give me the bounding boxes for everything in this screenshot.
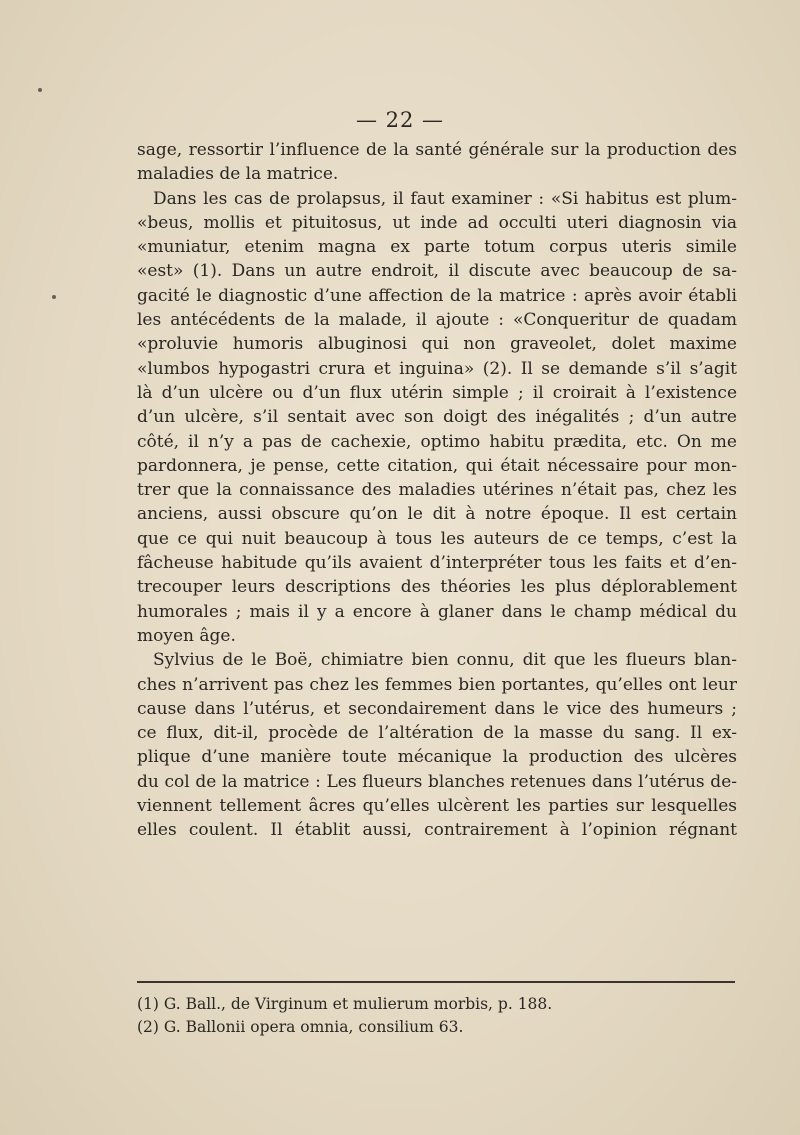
text-line: plique d’une manière toute mécanique la production des ulcères bbox=[137, 747, 737, 768]
text-line: «proluvie humoris albuginosi qui non graveolet, dolet maxime bbox=[137, 334, 737, 355]
text-line: là d’un ulcère ou d’un flux utérin simple ; il croirait à l’existence bbox=[137, 382, 737, 403]
text-line: sage, ressortir l’influence de la santé générale sur la production des bbox=[137, 140, 737, 160]
text-line: «lumbos hypogastri crura et inguina» (2). Il se demande s’il s’agit bbox=[137, 358, 737, 379]
text-line: gacité le diagnostic d’une affection de la matrice : après avoir établi bbox=[137, 285, 737, 306]
text-line: pardonnera, je pense, cette citation, qui était nécessaire pour mon- bbox=[137, 455, 737, 476]
text-line: fâcheuse habitude qu’ils avaient d’interpréter tous les faits et d’en- bbox=[137, 553, 737, 574]
footnote-divider bbox=[137, 981, 735, 983]
text-line: du col de la matrice : Les flueurs blanches retenues dans l’utérus de- bbox=[137, 771, 737, 792]
text-line: Dans les cas de prolapsus, il faut examiner : «Si habitus est plum- bbox=[153, 188, 737, 209]
text-line: Sylvius de le Boë, chimiatre bien connu, dit que les flueurs blan- bbox=[153, 650, 737, 671]
text-line: cause dans l’utérus, et secondairement dans le vice des humeurs ; bbox=[137, 698, 737, 719]
paper-speck bbox=[38, 88, 42, 92]
text-line: viennent tellement âcres qu’elles ulcèrent les parties sur lesquelles bbox=[137, 796, 737, 817]
paper-speck bbox=[52, 295, 56, 299]
text-line: trer que la connaissance des maladies utérines n’était pas, chez les bbox=[137, 480, 737, 501]
text-line: ce flux, dit-il, procède de l’altération de la masse du sang. Il ex- bbox=[137, 723, 737, 744]
text-line: «est» (1). Dans un autre endroit, il discute avec beaucoup de sa- bbox=[137, 261, 737, 282]
text-line: «beus, mollis et pituitosus, ut inde ad occulti uteri diagnosin via bbox=[137, 212, 737, 233]
text-line: ches n’arrivent pas chez les femmes bien portantes, qu’elles ont leur bbox=[137, 674, 737, 695]
text-line: maladies de la matrice. bbox=[137, 164, 339, 185]
text-line: que ce qui nuit beaucoup à tous les auteurs de ce temps, c’est la bbox=[137, 528, 737, 549]
text-line: humorales ; mais il y a encore à glaner dans le champ médical du bbox=[137, 601, 737, 622]
text-line: moyen âge. bbox=[137, 625, 236, 646]
body-text bbox=[137, 138, 737, 843]
text-line: d’un ulcère, s’il sentait avec son doigt des inégalités ; d’un autre bbox=[137, 407, 737, 428]
text-line: côté, il n’y a pas de cachexie, optimo habitu prædita, etc. On me bbox=[137, 431, 737, 452]
text-line: anciens, aussi obscure qu’on le dit à notre époque. Il est certain bbox=[137, 504, 737, 525]
text-line: elles coulent. Il établit aussi, contrairement à l’opinion régnant bbox=[137, 820, 737, 841]
page-number: — 22 — bbox=[355, 108, 445, 132]
footnote-2: (2) G. Ballonii opera omnia, consilium 63. bbox=[137, 1018, 464, 1036]
text-line: les antécédents de la malade, il ajoute : «Conqueritur de quadam bbox=[137, 310, 737, 331]
footnote-1: (1) G. Ball., de Virginum et mulierum morbis, p. 188. bbox=[137, 995, 553, 1013]
text-line: trecouper leurs descriptions des théories les plus déplorablement bbox=[137, 577, 737, 598]
text-line: «muniatur, etenim magna ex parte totum corpus uteris simile bbox=[137, 237, 737, 258]
footnotes bbox=[137, 993, 737, 1039]
